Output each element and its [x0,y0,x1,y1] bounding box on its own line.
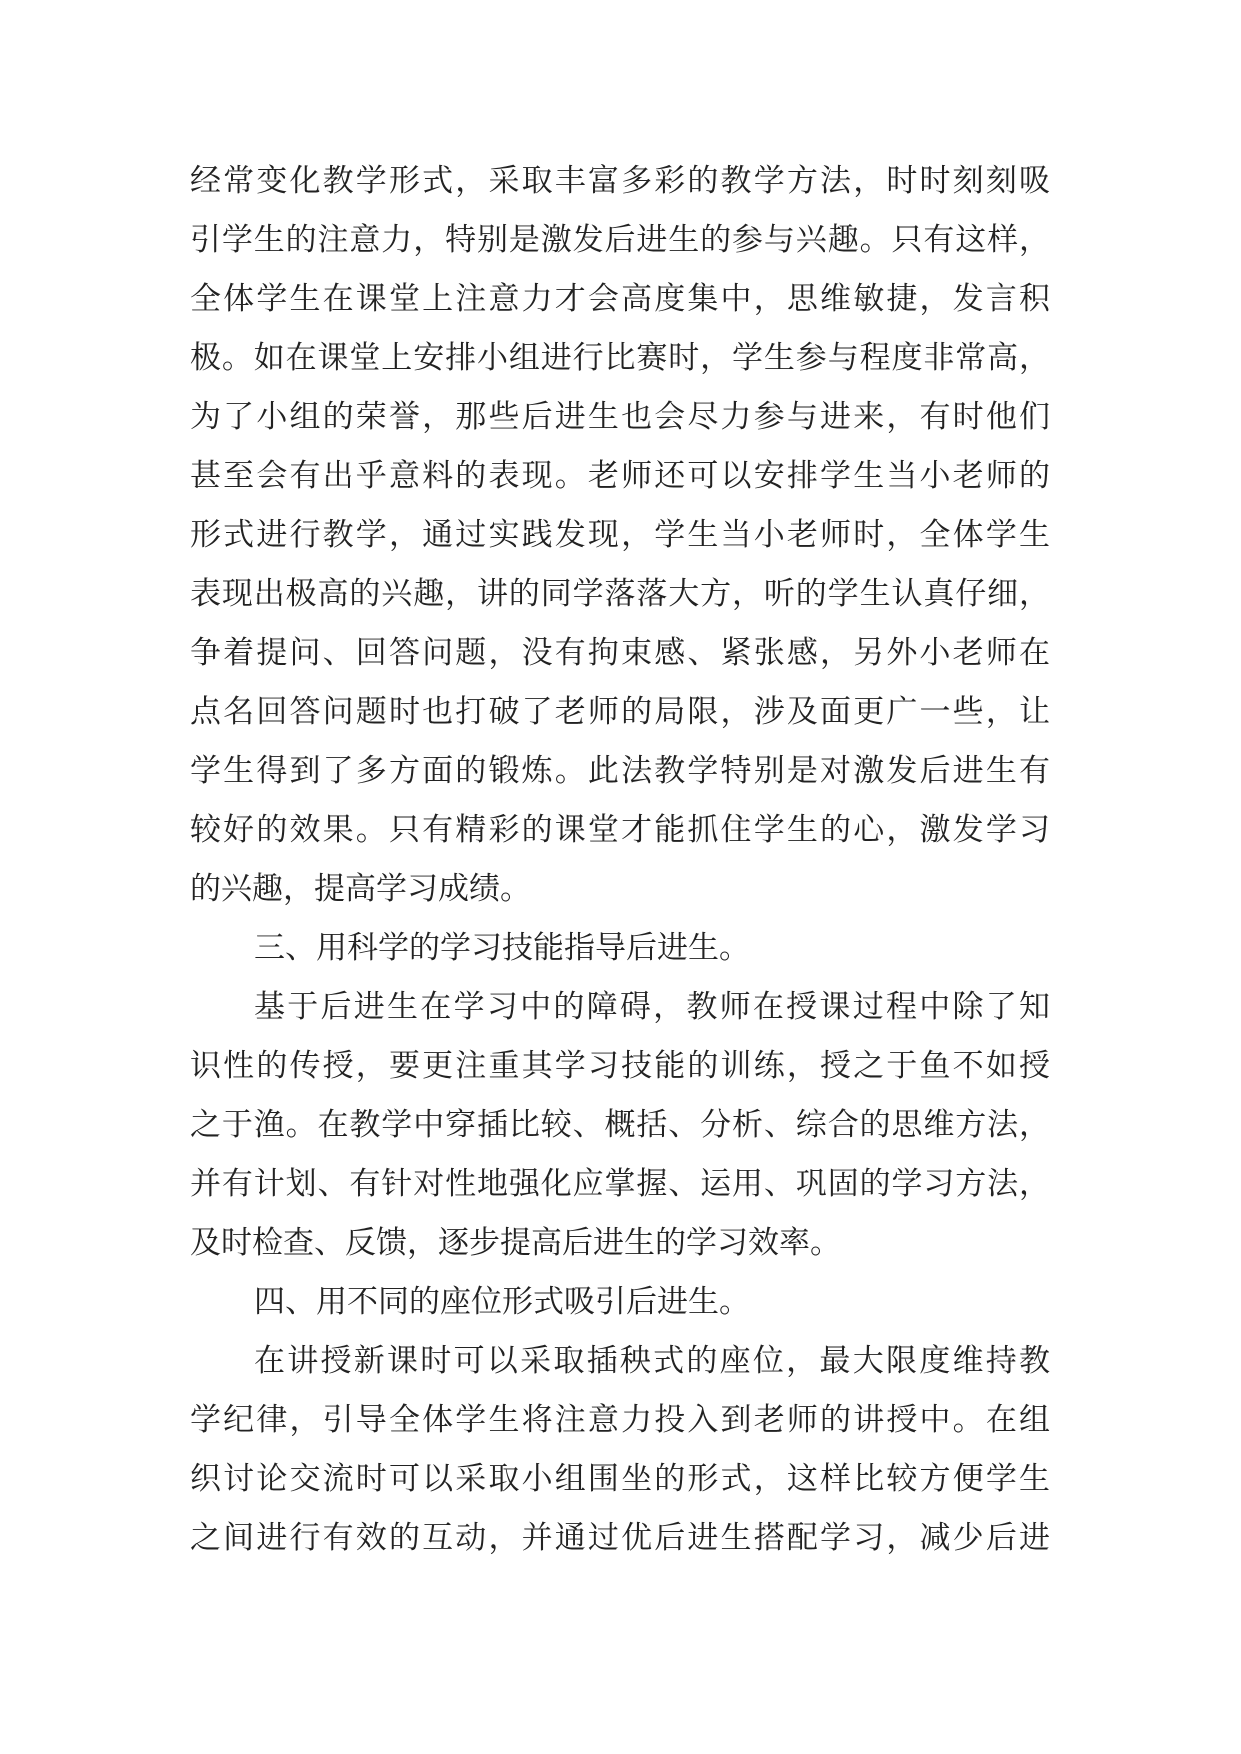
text-line: 织讨论交流时可以采取小组围坐的形式，这样比较方便学生 [190,1461,1050,1497]
text-line: 基于后进生在学习中的障碍，教师在授课过程中除了知 [254,989,1050,1025]
text-line: 引学生的注意力，特别是激发后进生的参与兴趣。只有这样， [190,222,1050,258]
text-line: 表现出极高的兴趣，讲的同学落落大方，听的学生认真仔细， [190,576,1050,612]
text-line: 学纪律，引导全体学生将注意力投入到老师的讲授中。在组 [190,1402,1050,1438]
text-line: 甚至会有出乎意料的表现。老师还可以安排学生当小老师的 [190,458,1050,494]
text-line: 四、用不同的座位形式吸引后进生。 [254,1284,750,1320]
text-line: 全体学生在课堂上注意力才会高度集中，思维敏捷，发言积 [190,281,1050,317]
text-line: 识性的传授，要更注重其学习技能的训练，授之于鱼不如授 [190,1048,1050,1084]
text-line: 点名回答问题时也打破了老师的局限，涉及面更广一些，让 [190,694,1050,730]
text-line: 在讲授新课时可以采取插秧式的座位，最大限度维持教 [254,1343,1050,1379]
text-line: 之间进行有效的互动，并通过优后进生搭配学习，减少后进 [190,1520,1050,1556]
text-line: 的兴趣，提高学习成绩。 [190,871,531,907]
text-line: 较好的效果。只有精彩的课堂才能抓住学生的心，激发学习 [190,812,1050,848]
text-line: 经常变化教学形式，采取丰富多彩的教学方法，时时刻刻吸 [190,163,1050,199]
text-line: 学生得到了多方面的锻炼。此法教学特别是对激发后进生有 [190,753,1050,789]
text-line: 之于渔。在教学中穿插比较、概括、分析、综合的思维方法， [190,1107,1050,1143]
text-line: 为了小组的荣誉，那些后进生也会尽力参与进来，有时他们 [190,399,1050,435]
text-line: 争着提问、回答问题，没有拘束感、紧张感，另外小老师在 [190,635,1050,671]
document-body [190,152,1050,1568]
text-line: 三、用科学的学习技能指导后进生。 [254,930,750,966]
text-line: 极。如在课堂上安排小组进行比赛时，学生参与程度非常高， [190,340,1050,376]
text-line: 及时检查、反馈，逐步提高后进生的学习效率。 [190,1225,841,1261]
text-line: 形式进行教学，通过实践发现，学生当小老师时，全体学生 [190,517,1050,553]
text-line: 并有计划、有针对性地强化应掌握、运用、巩固的学习方法， [190,1166,1050,1202]
